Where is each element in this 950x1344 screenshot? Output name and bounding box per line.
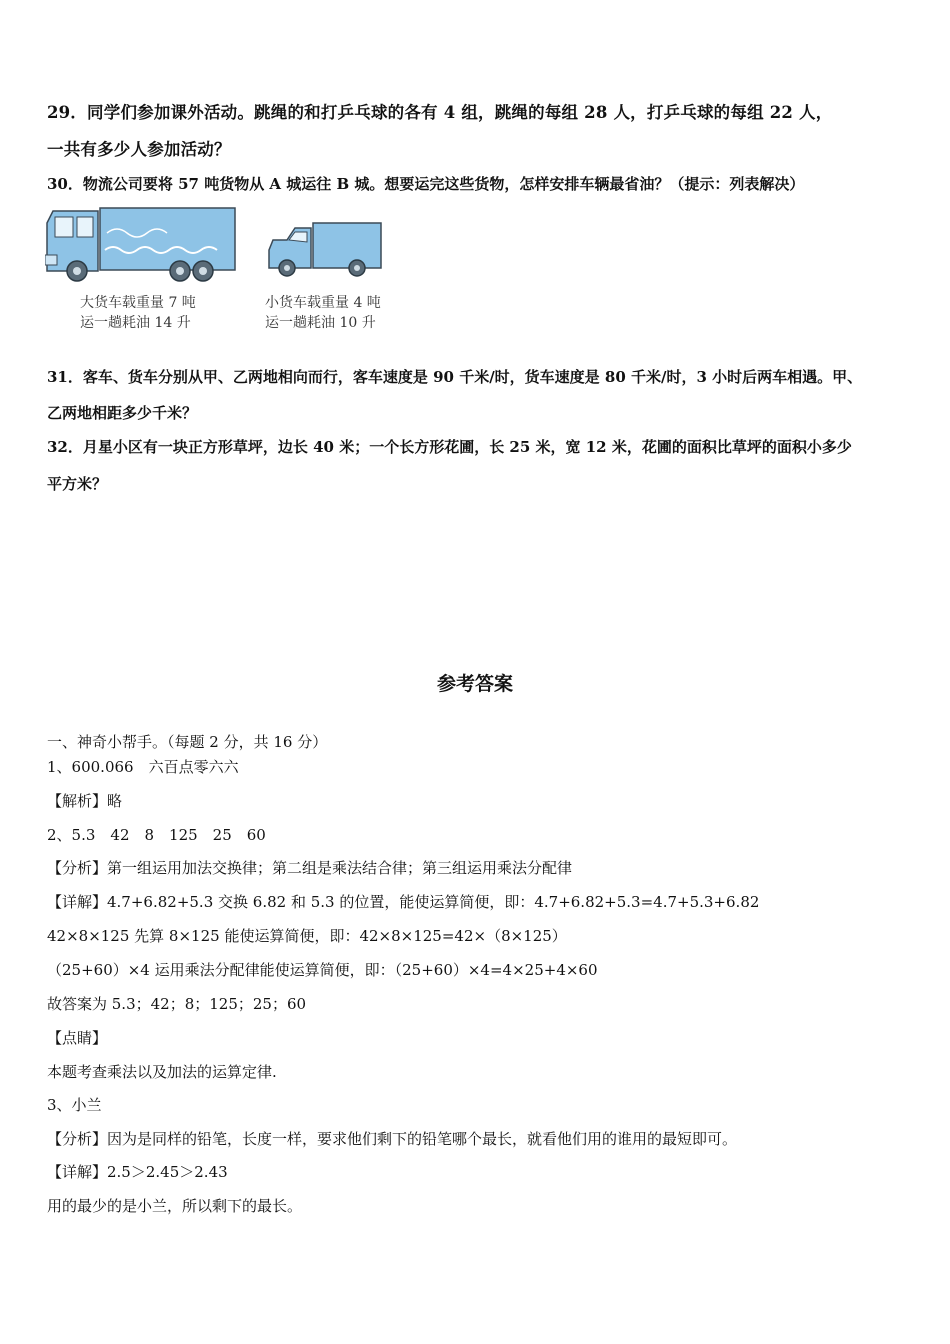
question-32-line-1: 32．月星小区有一块正方形草坪，边长 40 米；一个长方形花圃，长 25 米，宽 12 米，花圃的面积比草坪的面积小多少 (47, 438, 852, 456)
answer-3-conclusion: 用的最少的是小兰，所以剩下的最长。 (47, 1197, 303, 1215)
answers-section-1-heading: 一、神奇小帮手。（每题 2 分，共 16 分） (47, 733, 328, 751)
question-31-line-2: 乙两地相距多少千米？ (47, 404, 198, 422)
answer-2-comment: 本题考查乘法以及加法的运算定律. (47, 1063, 277, 1081)
small-truck-fuel: 运一趟耗油 10 升 (265, 315, 376, 331)
question-29-line-1: 29．同学们参加课外活动。跳绳的和打乒乓球的各有 4 组，跳绳的每组 28 人，打乒乓球的每组 22 人， (47, 103, 833, 122)
answer-2-analysis: 【分析】第一组运用加法交换律；第二组是乘法结合律；第三组运用乘法分配律 (47, 859, 573, 877)
big-truck-fuel: 运一趟耗油 14 升 (80, 315, 191, 331)
answer-3-detail: 【详解】2.5＞2.45＞2.43 (47, 1163, 228, 1181)
question-29-line-2: 一共有多少人参加活动？ (47, 140, 231, 159)
answer-2-detail-1: 【详解】4.7+6.82+5.3 交换 6.82 和 5.3 的位置，能使运算简便，即：4.7+6.82+5.3=4.7+5.3+6.82 (47, 893, 760, 911)
big-truck-capacity: 大货车载重量 7 吨 (80, 295, 196, 311)
answer-1-analysis: 【解析】略 (47, 792, 123, 810)
answer-3-analysis: 【分析】因为是同样的铅笔，长度一样，要求他们剩下的铅笔哪个最长，就看他们用的谁用的最短即可。 (47, 1130, 738, 1148)
small-truck-capacity: 小货车载重量 4 吨 (265, 295, 381, 311)
answer-2-comment-label: 【点睛】 (47, 1029, 108, 1047)
answers-title: 参考答案 (436, 673, 513, 695)
answer-1: 1、600.066 六百点零六六 (47, 758, 239, 776)
small-truck-illustration (265, 220, 385, 280)
question-32-line-2: 平方米？ (47, 475, 108, 493)
answer-2-final: 故答案为 5.3；42；8；125；25；60 (47, 995, 307, 1013)
answer-2-detail-2: 42×8×125 先算 8×125 能使运算简便，即：42×8×125=42×（8×125） (47, 927, 567, 945)
answer-2-detail-3: （25+60）×4 运用乘法分配律能使运算简便，即：（25+60）×4=4×25+4×60 (47, 961, 598, 979)
answer-2: 2、5.3 42 8 125 25 60 (47, 826, 266, 844)
answer-3: 3、小兰 (47, 1096, 102, 1114)
big-truck-illustration (45, 205, 240, 285)
question-31-line-1: 31．客车、货车分别从甲、乙两地相向而行，客车速度是 90 千米/时，货车速度是 80 千米/时，3 小时后两车相遇。甲、 (47, 368, 863, 386)
question-30: 30．物流公司要将 57 吨货物从 A 城运往 B 城。想要运完这些货物，怎样安排车辆最省油？（提示：列表解决） (47, 175, 805, 193)
